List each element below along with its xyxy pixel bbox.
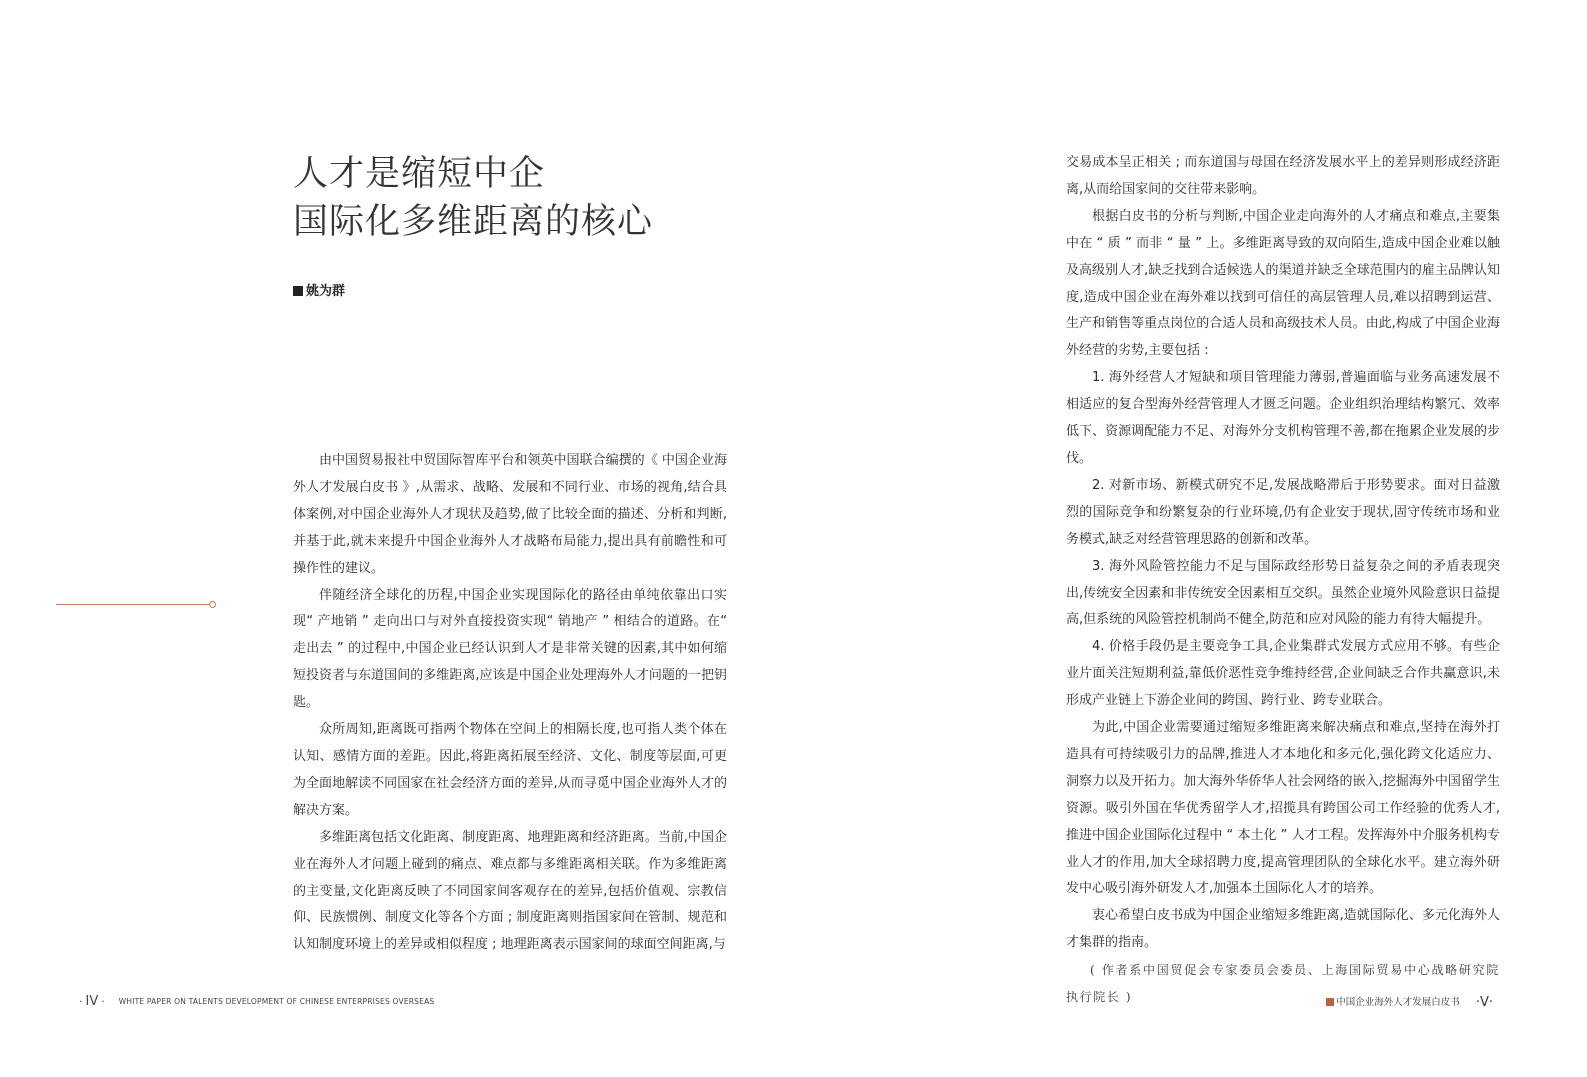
footer-running-title: 中国企业海外人才发展白皮书	[1336, 997, 1460, 1008]
right-text-column	[1066, 150, 1500, 1011]
list-item: 2. 对新市场、新模式研究不足,发展战略滞后于形势要求。面对日益激烈的国际竞争和纷繁复杂的行业环境,仍有企业安于现状,固守传统市场和业务模式,缺乏对经营管理思路的创新和改革。	[1066, 477, 1500, 547]
title-line-2: 国际化多维距离的核心	[293, 202, 654, 242]
footer-right: 中国企业海外人才发展白皮书 ·V·	[1326, 994, 1493, 1010]
list-item: 1. 海外经营人才短缺和项目管理能力薄弱,普遍面临与业务高速发展不相适应的复合型海外经营管理人才匮乏问题。企业组织治理结构繁冗、效率低下、资源调配能力不足、对海外分支机构管理不善,都在拖累企业发展的步伐。	[1066, 370, 1500, 466]
list-item: 4. 价格手段仍是主要竞争工具,企业集群式发展方式应用不够。有些企业片面关注短期利益,靠低价恶性竞争维持经营,企业间缺乏合作共赢意识,未形成产业链上下游企业间的跨国、跨行业、跨专业联合。	[1066, 639, 1500, 709]
footer-running-title: WHITE PAPER ON TALENTS DEVELOPMENT OF CHINESE ENTERPRISES OVERSEAS	[118, 997, 435, 1006]
paragraph: 为此,中国企业需要通过缩短多维距离来解决痛点和难点,坚持在海外打造具有可持续吸引力的品牌,推进人才本地化和多元化,强化跨文化适应力、洞察力以及开拓力。加大海外华侨华人社会网络的嵌入,挖掘海外中国留学生资源。吸引外国在华优秀留学人才,招揽具有跨国公司工作经验的优秀人才,推进中国企业国际化过程中 “ 本土化 ” 人才工程。发挥海外中介服务机构专业人才的作用,加大全球招聘力度,提高管理团队的全球化水平。建立海外研发中心吸引海外研发人才,加强本土国际化人才的培养。	[1066, 720, 1500, 897]
author-name: 姚为群	[306, 284, 346, 299]
footer-left: · IV · WHITE PAPER ON TALENTS DEVELOPMENT OF CHINESE ENTERPRISES OVERSEAS	[79, 994, 435, 1009]
paragraph: 众所周知,距离既可指两个物体在空间上的相隔长度,也可指人类个体在认知、感情方面的差距。因此,将距离拓展至经济、文化、制度等层面,可更为全面地解读不同国家在社会经济方面的差异,从而寻觅中国企业海外人才的解决方案。	[293, 722, 727, 818]
paragraph: 伴随经济全球化的历程,中国企业实现国际化的路径由单纯依靠出口实现“ 产地销 ” 走向出口与对外直接投资实现“ 销地产 ” 相结合的道路。在“ 走出去 ” 的过程中,中国企业已经认识到人才是非常关键的因素,其中如何缩短投资者与东道国间的多维距离,应该是中国企业处理海外人才问题的一把钥匙。	[293, 587, 727, 711]
left-text-column	[293, 448, 727, 959]
paragraph: 根据白皮书的分析与判断,中国企业走向海外的人才痛点和难点,主要集中在 “ 质 ” 而非 “ 量 ” 上。多维距离导致的双向陌生,造成中国企业难以触及高级别人才,缺乏找到合适候选人的渠道并缺乏全球范围内的雇主品牌认知度,造成中国企业在海外难以找到可信任的高层管理人员,难以招聘到运营、生产和销售等重点岗位的合适人员和高级技术人员。由此,构成了中国企业海外经营的劣势,主要包括 :	[1066, 208, 1500, 359]
list-item: 3. 海外风险管控能力不足与国际政经形势日益复杂之间的矛盾表现突出,传统安全因素和非传统安全因素相互交织。虽然企业境外风险意识日益提高,但系统的风险管控机制尚不健全,防范和应对风险的能力有待大幅提升。	[1066, 558, 1500, 628]
author-note: ( 作者系中国贸促会专家委员会委员、上海国际贸易中心战略研究院执行院长 )	[1066, 963, 1500, 1005]
article-title	[293, 150, 713, 246]
paragraph: 多维距离包括文化距离、制度距离、地理距离和经济距离。当前,中国企业在海外人才问题上碰到的痛点、难点都与多维距离相关联。作为多维距离的主变量,文化距离反映了不同国家间客观存在的差异,包括价值观、宗教信仰、民族惯例、制度文化等各个方面 ; 制度距离则指国家间在管制、规范和认知制度环境上的差异或相似程度 ; 地理距离表示国家间的球面空间距离,与	[293, 829, 727, 953]
paragraph: 衷心希望白皮书成为中国企业缩短多维距离,造就国际化、多元化海外人才集群的指南。	[1066, 908, 1500, 951]
continued-paragraph: 交易成本呈正相关 ; 而东道国与母国在经济发展水平上的差异则形成经济距离,从而给国家间的交往带来影响。	[1066, 155, 1500, 197]
square-mark-icon	[1326, 998, 1334, 1006]
decorative-dot	[209, 601, 216, 608]
square-bullet-icon	[293, 286, 303, 296]
author-byline	[293, 280, 345, 299]
decorative-rule	[56, 604, 210, 605]
paragraph: 由中国贸易报社中贸国际智库平台和领英中国联合编撰的《 中国企业海外人才发展白皮书 》,从需求、战略、发展和不同行业、市场的视角,结合具体案例,对中国企业海外人才现状及趋势,做了比较全面的描述、分析和判断,并基于此,就未来提升中国企业海外人才战略布局能力,提出具有前瞻性和可操作性的建议。	[293, 453, 727, 576]
page-number: V	[1479, 995, 1489, 1010]
page-number: IV	[85, 994, 99, 1009]
title-line-1: 人才是缩短中企	[293, 154, 546, 194]
